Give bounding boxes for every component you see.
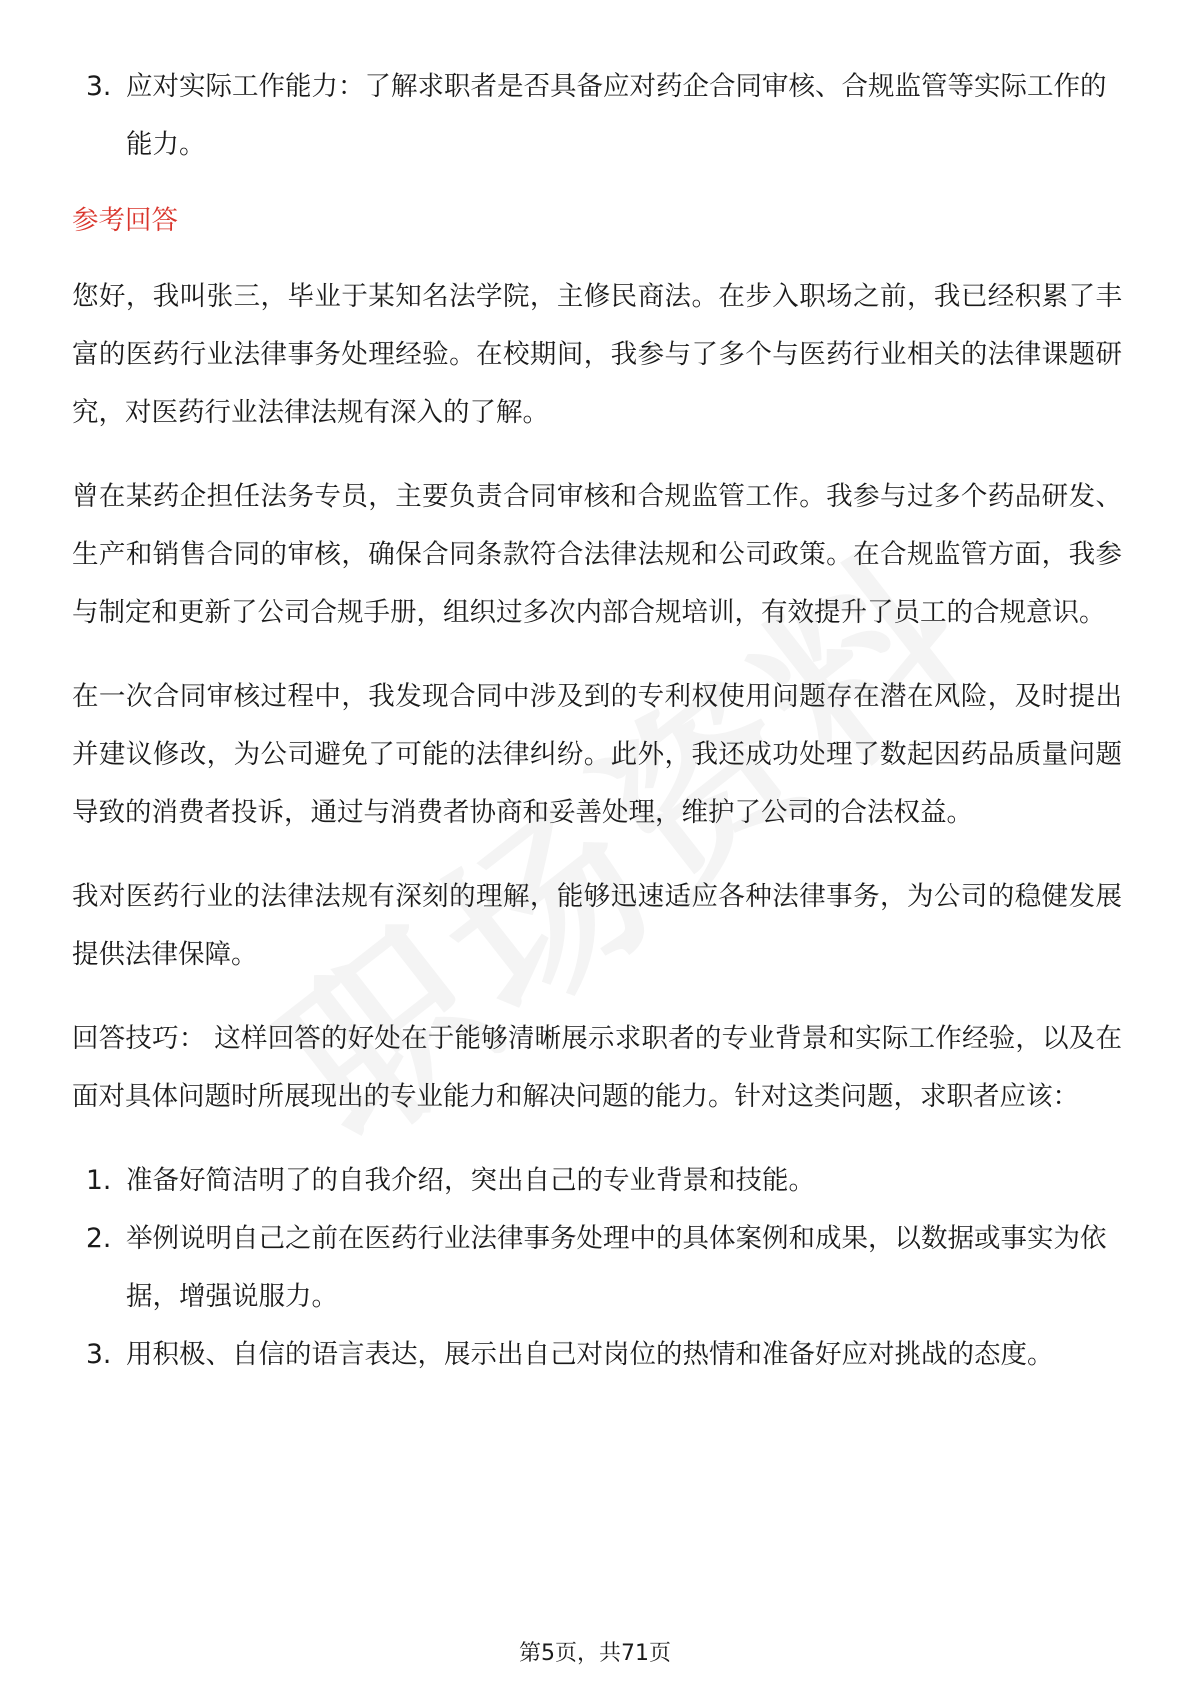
section-title: 参考回答 <box>72 205 178 236</box>
list-number: 2. <box>86 1223 112 1254</box>
paragraph: 曾在某药企担任法务专员，主要负责合同审核和合规监管工作。我参与过多个药品研发、生产和销售合同的审核，确保合同条款符合法律法规和公司政策。在合规监管方面，我参与制定和更新了公司合规手册，组织过多次内部合规培训，有效提升了员工的合规意识。 <box>72 481 1122 628</box>
list-number: 3. <box>86 71 112 102</box>
page-footer: 第5页，共71页 <box>519 1641 671 1666</box>
paragraph: 在一次合同审核过程中，我发现合同中涉及到的专利权使用问题存在潜在风险，及时提出并建议修改，为公司避免了可能的法律纠纷。此外，我还成功处理了数起因药品质量问题导致的消费者投诉，通过与消费者协商和妥善处理，维护了公司的合法权益。 <box>72 681 1122 828</box>
list-item <box>72 58 1122 174</box>
tips-list <box>72 1152 1122 1384</box>
list-item <box>72 1210 1122 1326</box>
document-content <box>72 58 1122 1384</box>
list-number: 3. <box>86 1339 112 1370</box>
list-number: 1. <box>86 1165 112 1196</box>
list-text: 举例说明自己之前在医药行业法律事务处理中的具体案例和成果，以数据或事实为依据，增强说服力。 <box>126 1223 1107 1312</box>
list-text: 应对实际工作能力：了解求职者是否具备应对药企合同审核、合规监管等实际工作的能力。 <box>126 71 1107 160</box>
answer-tips-paragraph: 回答技巧： 这样回答的好处在于能够清晰展示求职者的专业背景和实际工作经验，以及在面对具体问题时所展现出的专业能力和解决问题的能力。针对这类问题，求职者应该： <box>72 1023 1122 1112</box>
list-item <box>72 1326 1122 1384</box>
paragraph: 我对医药行业的法律法规有深刻的理解，能够迅速适应各种法律事务，为公司的稳健发展提供法律保障。 <box>72 881 1122 970</box>
list-text: 准备好简洁明了的自我介绍，突出自己的专业背景和技能。 <box>126 1165 815 1196</box>
list-item <box>72 1152 1122 1210</box>
paragraph: 您好，我叫张三，毕业于某知名法学院，主修民商法。在步入职场之前，我已经积累了丰富的医药行业法律事务处理经验。在校期间，我参与了多个与医药行业相关的法律课题研究，对医药行业法律法规有深入的了解。 <box>72 281 1122 428</box>
list-text: 用积极、自信的语言表达，展示出自己对岗位的热情和准备好应对挑战的态度。 <box>126 1339 1054 1370</box>
